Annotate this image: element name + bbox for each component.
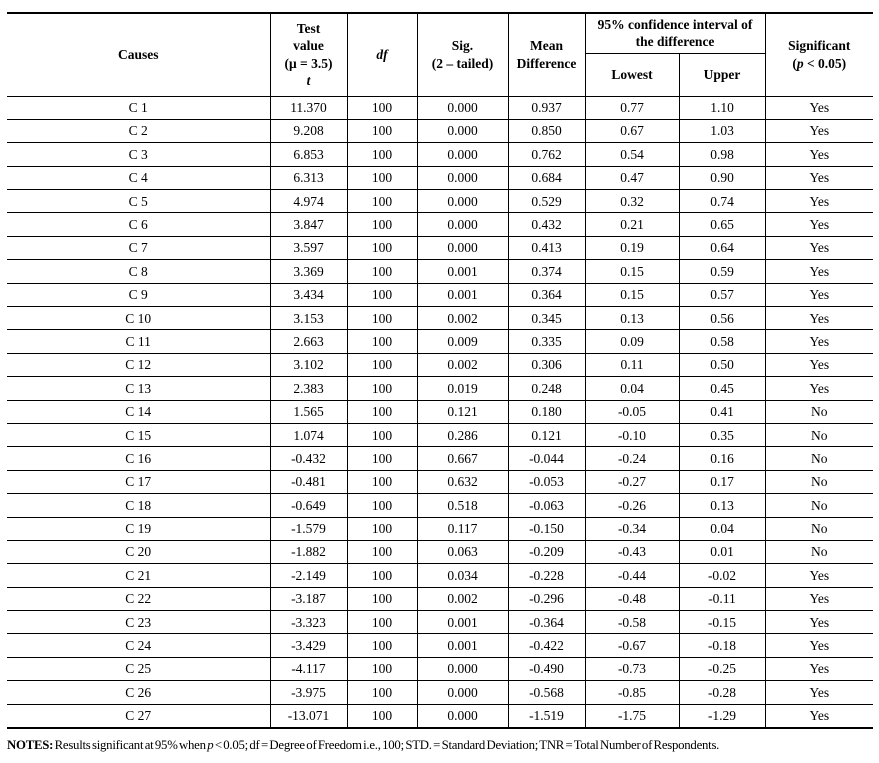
ci-lowest-cell: -0.05 [585,400,679,423]
ci-lowest-cell: -0.73 [585,657,679,680]
t-value-cell: 6.853 [270,143,347,166]
header-significant-line1: Significant [788,38,851,54]
ci-lowest-cell: 0.54 [585,143,679,166]
significant-cell: Yes [765,166,873,189]
sig-cell: 0.667 [417,447,508,470]
header-ci-upper [679,53,765,96]
t-value-cell: -2.149 [270,564,347,587]
mean-difference-cell: -0.044 [508,447,585,470]
cause-cell: C 26 [7,681,270,704]
df-cell: 100 [347,540,417,563]
ci-lowest-cell: 0.21 [585,213,679,236]
header-sig-line2: (2 – tailed) [431,55,494,71]
ci-upper-cell: 0.01 [679,540,765,563]
header-test-value-line2: value [293,38,324,54]
cause-cell: C 1 [7,96,270,119]
table-row [7,190,873,213]
sig-cell: 0.000 [417,213,508,236]
t-value-cell: 6.313 [270,166,347,189]
mean-difference-cell: -0.568 [508,681,585,704]
cause-cell: C 3 [7,143,270,166]
table-row [7,681,873,704]
significant-cell: Yes [765,704,873,727]
table-row [7,166,873,189]
df-cell: 100 [347,564,417,587]
cause-cell: C 4 [7,166,270,189]
table-row [7,704,873,727]
header-df [347,13,417,96]
df-cell: 100 [347,681,417,704]
t-value-cell: 1.074 [270,423,347,446]
sig-cell: 0.000 [417,681,508,704]
table-row [7,353,873,376]
df-cell: 100 [347,377,417,400]
ci-lowest-cell: 0.04 [585,377,679,400]
header-upper-label: Upper [703,66,741,82]
significant-cell: No [765,540,873,563]
mean-difference-cell: 0.345 [508,307,585,330]
sig-cell: 0.000 [417,657,508,680]
mean-difference-cell: 0.121 [508,423,585,446]
cause-cell: C 6 [7,213,270,236]
table-row [7,517,873,540]
significant-cell: Yes [765,236,873,259]
cause-cell: C 18 [7,494,270,517]
significant-cell: No [765,470,873,493]
df-cell: 100 [347,611,417,634]
header-ci-label: 95% confidence interval of the difference [597,16,753,50]
header-mean-line1: Mean [530,38,563,54]
ci-upper-cell: 0.16 [679,447,765,470]
header-lowest-label: Lowest [611,66,653,82]
ci-lowest-cell: -0.85 [585,681,679,704]
significant-cell: Yes [765,260,873,283]
sig-cell: 0.000 [417,143,508,166]
t-value-cell: -0.481 [270,470,347,493]
t-value-cell: -3.975 [270,681,347,704]
table-row [7,96,873,119]
ci-lowest-cell: -0.43 [585,540,679,563]
significant-cell: Yes [765,96,873,119]
significant-cell: Yes [765,190,873,213]
header-test-value-t: t [306,73,311,89]
t-value-cell: -1.579 [270,517,347,540]
sig-cell: 0.117 [417,517,508,540]
ci-lowest-cell: 0.19 [585,236,679,259]
cause-cell: C 27 [7,704,270,727]
ci-upper-cell: 0.35 [679,423,765,446]
notes-label: NOTES: [7,738,54,752]
ci-upper-cell: 0.56 [679,307,765,330]
sig-cell: 0.000 [417,236,508,259]
t-value-cell: 9.208 [270,119,347,142]
ci-lowest-cell: 0.11 [585,353,679,376]
mean-difference-cell: -0.364 [508,611,585,634]
cause-cell: C 7 [7,236,270,259]
sig-cell: 0.000 [417,96,508,119]
df-cell: 100 [347,307,417,330]
header-confidence-interval [585,13,765,53]
header-significant-line2: (p < 0.05) [792,55,847,71]
significant-cell: Yes [765,119,873,142]
t-value-cell: -0.649 [270,494,347,517]
significant-cell: No [765,447,873,470]
significant-cell: Yes [765,564,873,587]
cause-cell: C 21 [7,564,270,587]
mean-difference-cell: -0.296 [508,587,585,610]
sig-cell: 0.002 [417,353,508,376]
table-row [7,377,873,400]
ci-lowest-cell: -0.10 [585,423,679,446]
table-row [7,540,873,563]
table-row [7,283,873,306]
t-value-cell: 4.974 [270,190,347,213]
ci-lowest-cell: -1.75 [585,704,679,727]
significant-cell: Yes [765,330,873,353]
sig-cell: 0.000 [417,190,508,213]
notes-text-1: Results significant at 95% when [53,738,208,752]
t-value-cell: 3.102 [270,353,347,376]
ci-lowest-cell: -0.58 [585,611,679,634]
ci-upper-cell: 0.90 [679,166,765,189]
header-significant [765,13,873,96]
sig-cell: 0.121 [417,400,508,423]
significant-cell: Yes [765,587,873,610]
mean-difference-cell: 0.684 [508,166,585,189]
t-value-cell: 11.370 [270,96,347,119]
ci-lowest-cell: -0.44 [585,564,679,587]
df-cell: 100 [347,190,417,213]
t-value-cell: 3.597 [270,236,347,259]
table-row [7,494,873,517]
header-mean-difference [508,13,585,96]
df-cell: 100 [347,260,417,283]
df-cell: 100 [347,704,417,727]
sig-cell: 0.002 [417,307,508,330]
ci-lowest-cell: -0.26 [585,494,679,517]
sig-cell: 0.034 [417,564,508,587]
sig-cell: 0.009 [417,330,508,353]
cause-cell: C 14 [7,400,270,423]
df-cell: 100 [347,96,417,119]
table-row [7,119,873,142]
significant-cell: Yes [765,143,873,166]
mean-difference-cell: -0.150 [508,517,585,540]
notes-text-2: < 0.05; df = Degree of Freedom i.e., 100; STD. = Standard Deviation; TNR = Total Number of Respondents. [213,738,720,752]
cause-cell: C 12 [7,353,270,376]
t-value-cell: 1.565 [270,400,347,423]
cause-cell: C 20 [7,540,270,563]
header-test-value [270,13,347,96]
table-row [7,143,873,166]
t-value-cell: 3.847 [270,213,347,236]
table-row [7,657,873,680]
mean-difference-cell: -0.209 [508,540,585,563]
t-value-cell: 2.383 [270,377,347,400]
table-row [7,447,873,470]
header-causes [7,13,270,96]
table-header [7,13,873,96]
table-row [7,611,873,634]
mean-difference-cell: 0.306 [508,353,585,376]
df-cell: 100 [347,236,417,259]
df-cell: 100 [347,494,417,517]
ci-upper-cell: 0.59 [679,260,765,283]
df-cell: 100 [347,447,417,470]
ci-lowest-cell: 0.13 [585,307,679,330]
p-symbol: p [796,55,804,71]
df-cell: 100 [347,400,417,423]
sig-cell: 0.001 [417,283,508,306]
df-cell: 100 [347,657,417,680]
ci-upper-cell: -0.15 [679,611,765,634]
cause-cell: C 23 [7,611,270,634]
ci-lowest-cell: -0.67 [585,634,679,657]
ci-lowest-cell: 0.15 [585,283,679,306]
table-row [7,330,873,353]
significant-cell: Yes [765,377,873,400]
header-row-1 [7,13,873,53]
significant-cell: Yes [765,283,873,306]
ci-upper-cell: 0.17 [679,470,765,493]
sig-cell: 0.001 [417,260,508,283]
mean-difference-cell: 0.180 [508,400,585,423]
sig-cell: 0.000 [417,704,508,727]
mean-difference-cell: 0.937 [508,96,585,119]
cause-cell: C 19 [7,517,270,540]
ci-upper-cell: -0.28 [679,681,765,704]
sig-cell: 0.019 [417,377,508,400]
t-value-cell: -0.432 [270,447,347,470]
header-sig-line1: Sig. [451,38,474,54]
ci-upper-cell: 0.41 [679,400,765,423]
df-cell: 100 [347,423,417,446]
table-row [7,236,873,259]
sig-cell: 0.632 [417,470,508,493]
ci-upper-cell: 0.64 [679,236,765,259]
cause-cell: C 13 [7,377,270,400]
header-sig [417,13,508,96]
t-value-cell: -3.323 [270,611,347,634]
significant-cell: Yes [765,611,873,634]
df-cell: 100 [347,353,417,376]
cause-cell: C 10 [7,307,270,330]
ci-upper-cell: 0.74 [679,190,765,213]
header-df-label: df [376,47,388,63]
df-cell: 100 [347,517,417,540]
df-cell: 100 [347,470,417,493]
t-value-cell: 3.369 [270,260,347,283]
mean-difference-cell: -0.053 [508,470,585,493]
sig-cell: 0.001 [417,611,508,634]
mean-difference-cell: 0.374 [508,260,585,283]
t-value-cell: 3.434 [270,283,347,306]
ci-lowest-cell: 0.77 [585,96,679,119]
ci-lowest-cell: -0.48 [585,587,679,610]
cause-cell: C 16 [7,447,270,470]
header-test-value-line3: (μ = 3.5) [284,55,333,71]
cause-cell: C 2 [7,119,270,142]
header-mean-line2: Difference [516,55,577,71]
ci-upper-cell: 1.03 [679,119,765,142]
cause-cell: C 9 [7,283,270,306]
significant-cell: Yes [765,353,873,376]
t-value-cell: -3.429 [270,634,347,657]
ci-upper-cell: 0.45 [679,377,765,400]
df-cell: 100 [347,213,417,236]
ci-upper-cell: -0.11 [679,587,765,610]
ci-upper-cell: 1.10 [679,96,765,119]
df-cell: 100 [347,119,417,142]
mean-difference-cell: 0.248 [508,377,585,400]
df-cell: 100 [347,330,417,353]
mean-difference-cell: 0.529 [508,190,585,213]
cause-cell: C 25 [7,657,270,680]
mean-difference-cell: 0.335 [508,330,585,353]
significant-cell: Yes [765,681,873,704]
ci-lowest-cell: 0.09 [585,330,679,353]
mean-difference-cell: -0.422 [508,634,585,657]
sig-cell: 0.002 [417,587,508,610]
mean-difference-cell: 0.850 [508,119,585,142]
t-value-cell: 3.153 [270,307,347,330]
df-cell: 100 [347,143,417,166]
df-cell: 100 [347,634,417,657]
cause-cell: C 5 [7,190,270,213]
cause-cell: C 15 [7,423,270,446]
table-row [7,400,873,423]
cause-cell: C 11 [7,330,270,353]
mean-difference-cell: -0.063 [508,494,585,517]
sig-cell: 0.001 [417,634,508,657]
significant-cell: Yes [765,657,873,680]
sig-cell: 0.286 [417,423,508,446]
t-value-cell: -1.882 [270,540,347,563]
df-cell: 100 [347,283,417,306]
table-row [7,587,873,610]
t-value-cell: -13.071 [270,704,347,727]
table-row [7,470,873,493]
significant-cell: No [765,494,873,517]
table-notes [7,738,873,753]
table-row [7,307,873,330]
ci-upper-cell: -1.29 [679,704,765,727]
ci-upper-cell: -0.25 [679,657,765,680]
ci-lowest-cell: 0.47 [585,166,679,189]
sig-cell: 0.063 [417,540,508,563]
table-row [7,634,873,657]
notes-p-symbol: p [207,738,214,752]
t-test-results-table [7,12,873,729]
ci-lowest-cell: -0.34 [585,517,679,540]
ci-upper-cell: 0.65 [679,213,765,236]
mean-difference-cell: -1.519 [508,704,585,727]
table-row [7,423,873,446]
ci-upper-cell: 0.13 [679,494,765,517]
significant-cell: No [765,517,873,540]
ci-lowest-cell: 0.67 [585,119,679,142]
significant-cell: No [765,423,873,446]
mean-difference-cell: -0.490 [508,657,585,680]
table-row [7,213,873,236]
sig-cell: 0.000 [417,166,508,189]
sig-cell: 0.518 [417,494,508,517]
ci-upper-cell: 0.50 [679,353,765,376]
mean-difference-cell: 0.432 [508,213,585,236]
header-test-value-line1: Test [296,21,321,37]
cause-cell: C 17 [7,470,270,493]
mean-difference-cell: 0.364 [508,283,585,306]
ci-upper-cell: 0.58 [679,330,765,353]
df-cell: 100 [347,587,417,610]
t-value-cell: -3.187 [270,587,347,610]
ci-lowest-cell: -0.24 [585,447,679,470]
mean-difference-cell: 0.762 [508,143,585,166]
cause-cell: C 24 [7,634,270,657]
ci-lowest-cell: 0.32 [585,190,679,213]
ci-upper-cell: 0.98 [679,143,765,166]
header-causes-label: Causes [117,47,159,63]
sig-cell: 0.000 [417,119,508,142]
significant-cell: Yes [765,213,873,236]
cause-cell: C 8 [7,260,270,283]
ci-lowest-cell: -0.27 [585,470,679,493]
ci-upper-cell: 0.57 [679,283,765,306]
ci-lowest-cell: 0.15 [585,260,679,283]
header-ci-lowest [585,53,679,96]
table-body [7,96,873,728]
t-value-cell: 2.663 [270,330,347,353]
df-cell: 100 [347,166,417,189]
ci-upper-cell: -0.18 [679,634,765,657]
table-row [7,260,873,283]
significant-cell: Yes [765,634,873,657]
mean-difference-cell: -0.228 [508,564,585,587]
significant-cell: No [765,400,873,423]
cause-cell: C 22 [7,587,270,610]
ci-upper-cell: -0.02 [679,564,765,587]
mean-difference-cell: 0.413 [508,236,585,259]
ci-upper-cell: 0.04 [679,517,765,540]
significant-cell: Yes [765,307,873,330]
t-value-cell: -4.117 [270,657,347,680]
table-row [7,564,873,587]
